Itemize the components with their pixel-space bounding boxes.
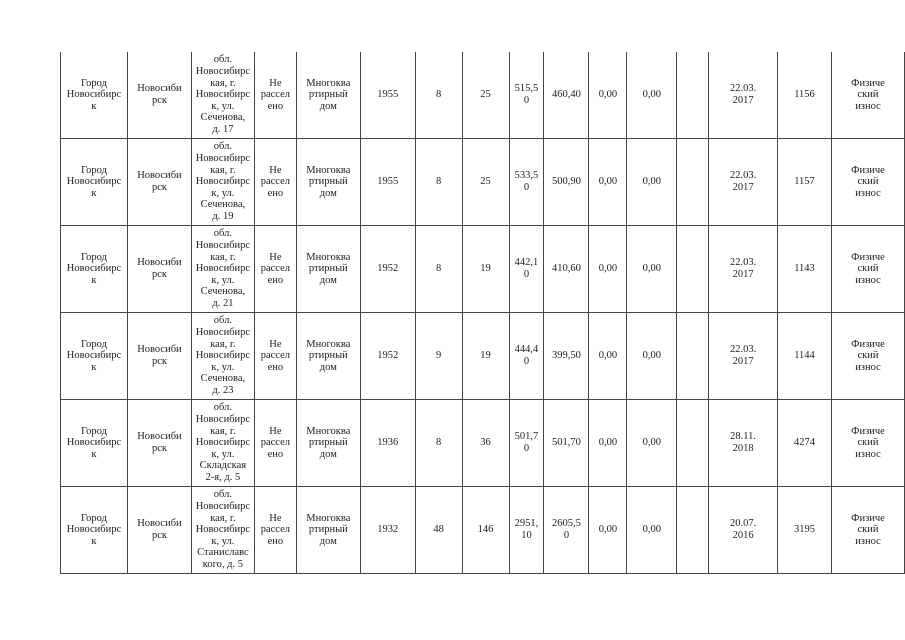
cell-floors: 8 [415,400,462,487]
cell-municipality: Город Новосибирс к [61,52,128,139]
cell-area-living: 500,90 [544,139,589,226]
cell-type: Многоква ртирный дом [296,400,360,487]
cell-type: Многоква ртирный дом [296,139,360,226]
cell-val-a: 0,00 [589,487,627,574]
cell-year: 1932 [360,487,415,574]
cell-count: 19 [462,313,509,400]
cell-empty [677,52,709,139]
cell-year: 1952 [360,313,415,400]
cell-area-living: 501,70 [544,400,589,487]
cell-val-a: 0,00 [589,226,627,313]
cell-count: 19 [462,226,509,313]
cell-status: Не рассел ено [254,487,296,574]
cell-val-b: 0,00 [627,226,677,313]
cell-val-b: 0,00 [627,400,677,487]
cell-date: 22.03. 2017 [709,52,778,139]
table-row [61,139,905,226]
cell-settlement: Новосиби рск [127,313,191,400]
cell-empty [677,487,709,574]
table-body [61,52,905,574]
table-row [61,487,905,574]
table-row [61,400,905,487]
cell-address: обл. Новосибирс кая, г. Новосибирс к, ул. Станиславс кого, д. 5 [191,487,254,574]
cell-doc-no: 1143 [778,226,832,313]
cell-municipality: Город Новосибирс к [61,487,128,574]
cell-area-total: 442,1 0 [509,226,544,313]
cell-date: 20.07. 2016 [709,487,778,574]
cell-date: 22.03. 2017 [709,226,778,313]
cell-val-a: 0,00 [589,313,627,400]
cell-municipality: Город Новосибирс к [61,400,128,487]
cell-address: обл. Новосибирс кая, г. Новосибирс к, ул. Складская 2-я, д. 5 [191,400,254,487]
cell-doc-no: 4274 [778,400,832,487]
cell-val-a: 0,00 [589,52,627,139]
cell-floors: 8 [415,226,462,313]
cell-reason: Физиче ский износ [831,487,904,574]
cell-area-living: 2605,5 0 [544,487,589,574]
cell-val-b: 0,00 [627,487,677,574]
cell-area-total: 515,5 0 [509,52,544,139]
cell-reason: Физиче ский износ [831,400,904,487]
housing-table [60,52,905,574]
cell-area-living: 460,40 [544,52,589,139]
cell-year: 1955 [360,52,415,139]
cell-year: 1952 [360,226,415,313]
cell-type: Многоква ртирный дом [296,313,360,400]
cell-floors: 9 [415,313,462,400]
cell-count: 25 [462,139,509,226]
cell-municipality: Город Новосибирс к [61,313,128,400]
cell-area-living: 410,60 [544,226,589,313]
cell-address: обл. Новосибирс кая, г. Новосибирс к, ул. Сеченова, д. 21 [191,226,254,313]
cell-val-a: 0,00 [589,139,627,226]
cell-count: 36 [462,400,509,487]
cell-settlement: Новосиби рск [127,52,191,139]
cell-settlement: Новосиби рск [127,226,191,313]
table-row [61,52,905,139]
cell-floors: 8 [415,139,462,226]
cell-settlement: Новосиби рск [127,487,191,574]
cell-type: Многоква ртирный дом [296,52,360,139]
cell-area-total: 533,5 0 [509,139,544,226]
cell-area-living: 399,50 [544,313,589,400]
cell-status: Не рассел ено [254,400,296,487]
cell-reason: Физиче ский износ [831,52,904,139]
cell-empty [677,139,709,226]
cell-empty [677,226,709,313]
cell-empty [677,313,709,400]
cell-settlement: Новосиби рск [127,139,191,226]
cell-count: 25 [462,52,509,139]
cell-area-total: 444,4 0 [509,313,544,400]
cell-settlement: Новосиби рск [127,400,191,487]
cell-municipality: Город Новосибирс к [61,139,128,226]
cell-val-b: 0,00 [627,52,677,139]
cell-reason: Физиче ский износ [831,313,904,400]
cell-doc-no: 1144 [778,313,832,400]
cell-empty [677,400,709,487]
cell-val-a: 0,00 [589,400,627,487]
cell-municipality: Город Новосибирс к [61,226,128,313]
cell-year: 1936 [360,400,415,487]
cell-doc-no: 1156 [778,52,832,139]
cell-date: 22.03. 2017 [709,313,778,400]
table-row [61,313,905,400]
cell-address: обл. Новосибирс кая, г. Новосибирс к, ул. Сеченова, д. 17 [191,52,254,139]
cell-doc-no: 3195 [778,487,832,574]
cell-status: Не рассел ено [254,139,296,226]
cell-date: 22.03. 2017 [709,139,778,226]
cell-address: обл. Новосибирс кая, г. Новосибирс к, ул. Сеченова, д. 23 [191,313,254,400]
cell-floors: 48 [415,487,462,574]
cell-area-total: 2951, 10 [509,487,544,574]
cell-reason: Физиче ский износ [831,139,904,226]
cell-date: 28.11. 2018 [709,400,778,487]
cell-reason: Физиче ский износ [831,226,904,313]
cell-status: Не рассел ено [254,226,296,313]
cell-count: 146 [462,487,509,574]
cell-type: Многоква ртирный дом [296,226,360,313]
cell-type: Многоква ртирный дом [296,487,360,574]
cell-address: обл. Новосибирс кая, г. Новосибирс к, ул. Сеченова, д. 19 [191,139,254,226]
cell-status: Не рассел ено [254,52,296,139]
cell-val-b: 0,00 [627,313,677,400]
table-row [61,226,905,313]
cell-year: 1955 [360,139,415,226]
cell-area-total: 501,7 0 [509,400,544,487]
cell-val-b: 0,00 [627,139,677,226]
cell-floors: 8 [415,52,462,139]
cell-status: Не рассел ено [254,313,296,400]
cell-doc-no: 1157 [778,139,832,226]
